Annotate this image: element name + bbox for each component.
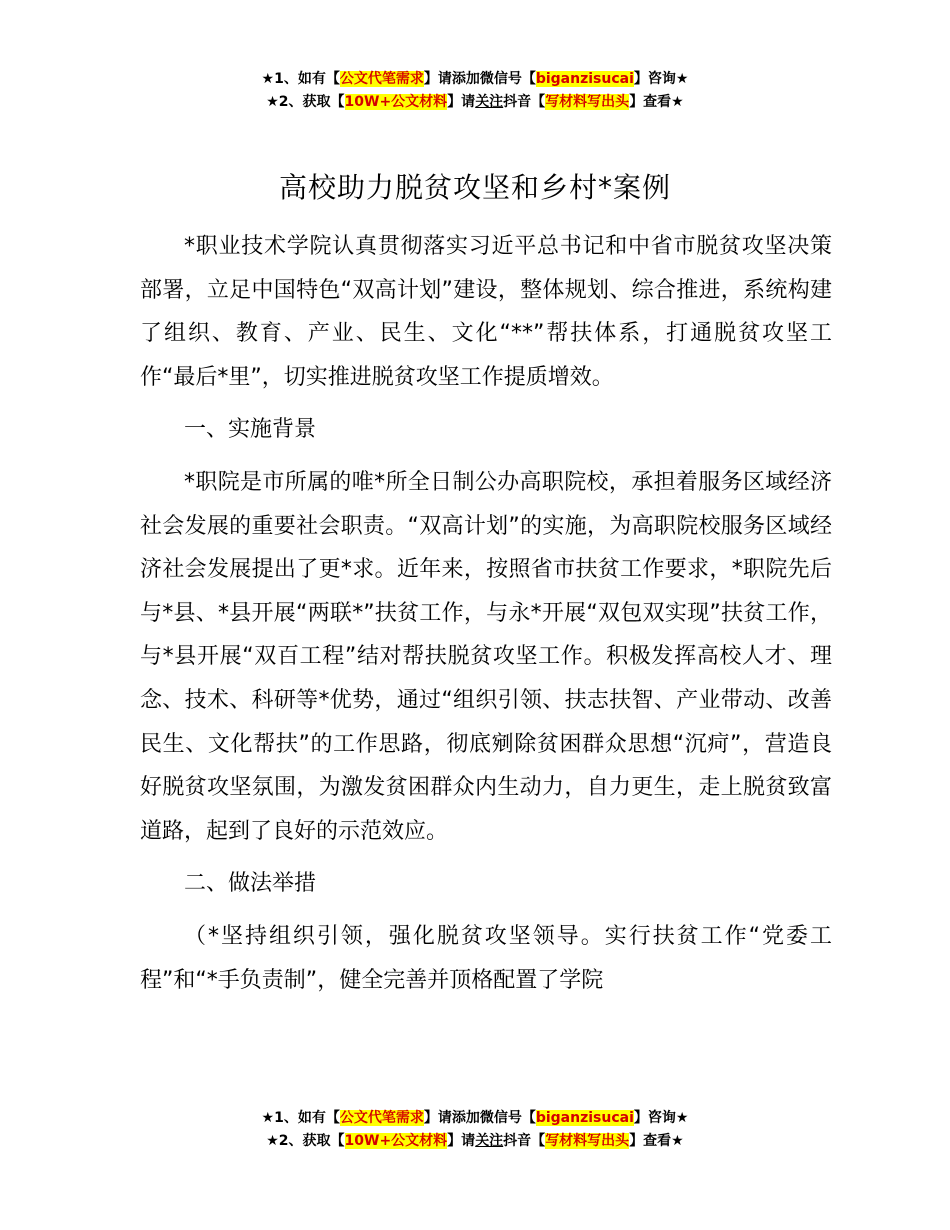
promo-line-1: [0, 68, 950, 91]
promo-highlight-wechat: biganzisucai: [535, 1110, 634, 1126]
promo-text: 】查看★: [629, 94, 684, 110]
promo-underline: 关注: [475, 94, 504, 110]
document-title: 高校助力脱贫攻坚和乡村*案例: [278, 171, 671, 204]
promo-underline: 关注: [475, 1133, 504, 1149]
promo-highlight: 公文代笔需求: [339, 1110, 424, 1126]
promo-highlight-douyin: 写材料写出头: [545, 94, 630, 110]
promo-text: 抖音【: [503, 1133, 546, 1149]
promo-text: 】请添加微信号【: [423, 1110, 536, 1126]
promo-highlight: 10W+公文材料: [344, 1133, 448, 1149]
promo-text: ★1、如有【: [261, 1110, 340, 1126]
promo-text: 】请: [447, 1133, 476, 1149]
promo-highlight: 公文代笔需求: [339, 71, 424, 87]
background-paragraph: *职院是市所属的唯*所全日制公办高职院校，承担着服务区域经济社会发展的重要社会职责。“双高计划”的实施，为高职院校服务区域经济社会发展提出了更*求。近年来，按照省市扶贫工作要求，*职院先后与*县、*县开展“两联*”扶贫工作，与永*开展“双包双实现”扶贫工作，与*县开展“双百工程”结对帮扶脱贫攻坚工作。积极发挥高校人才、理念、技术、科研等*优势，通过“组织引领、扶志扶智、产业带动、改善民生、文化帮扶”的工作思路，彻底剜除贫困群众思想“沉疴”，营造良好脱贫攻坚氛围，为激发贫困群众内生动力，自力更生，走上脱贫致富道路，起到了良好的示范效应。: [140, 469, 832, 844]
document-body: [140, 225, 832, 1002]
measures-paragraph: （*坚持组织引领，强化脱贫攻坚领导。实行扶贫工作“党委工程”和“*手负责制”，健全完善并顶格配置了学院: [140, 923, 832, 993]
promo-highlight-wechat: biganzisucai: [535, 71, 634, 87]
promo-text: ★2、获取【: [266, 1133, 345, 1149]
promo-text: 】咨询★: [633, 1110, 689, 1126]
promo-text: 】请: [447, 94, 476, 110]
promo-text: 】咨询★: [633, 71, 689, 87]
promo-text: ★1、如有【: [261, 71, 340, 87]
promo-text: 抖音【: [503, 94, 546, 110]
section-heading-background: 一、实施背景: [184, 417, 317, 443]
promo-highlight-douyin: 写材料写出头: [545, 1133, 630, 1149]
promo-line-1: [0, 1107, 950, 1130]
promo-line-2: [0, 91, 950, 114]
bottom-promo-banner: [0, 1107, 950, 1153]
intro-paragraph: *职业技术学院认真贯彻落实习近平总书记和中省市脱贫攻坚决策部署，立足中国特色“双高计划”建设，整体规划、综合推进，系统构建了组织、教育、产业、民生、文化“**”帮扶体系，打通脱贫攻坚工作“最后*里”，切实推进脱贫攻坚工作提质增效。: [140, 234, 832, 390]
section-heading-measures: 二、做法举措: [184, 871, 317, 897]
promo-line-2: [0, 1130, 950, 1153]
promo-highlight: 10W+公文材料: [344, 94, 448, 110]
promo-text: 】查看★: [629, 1133, 684, 1149]
top-promo-banner: [0, 68, 950, 114]
promo-text: ★2、获取【: [266, 94, 345, 110]
promo-text: 】请添加微信号【: [423, 71, 536, 87]
